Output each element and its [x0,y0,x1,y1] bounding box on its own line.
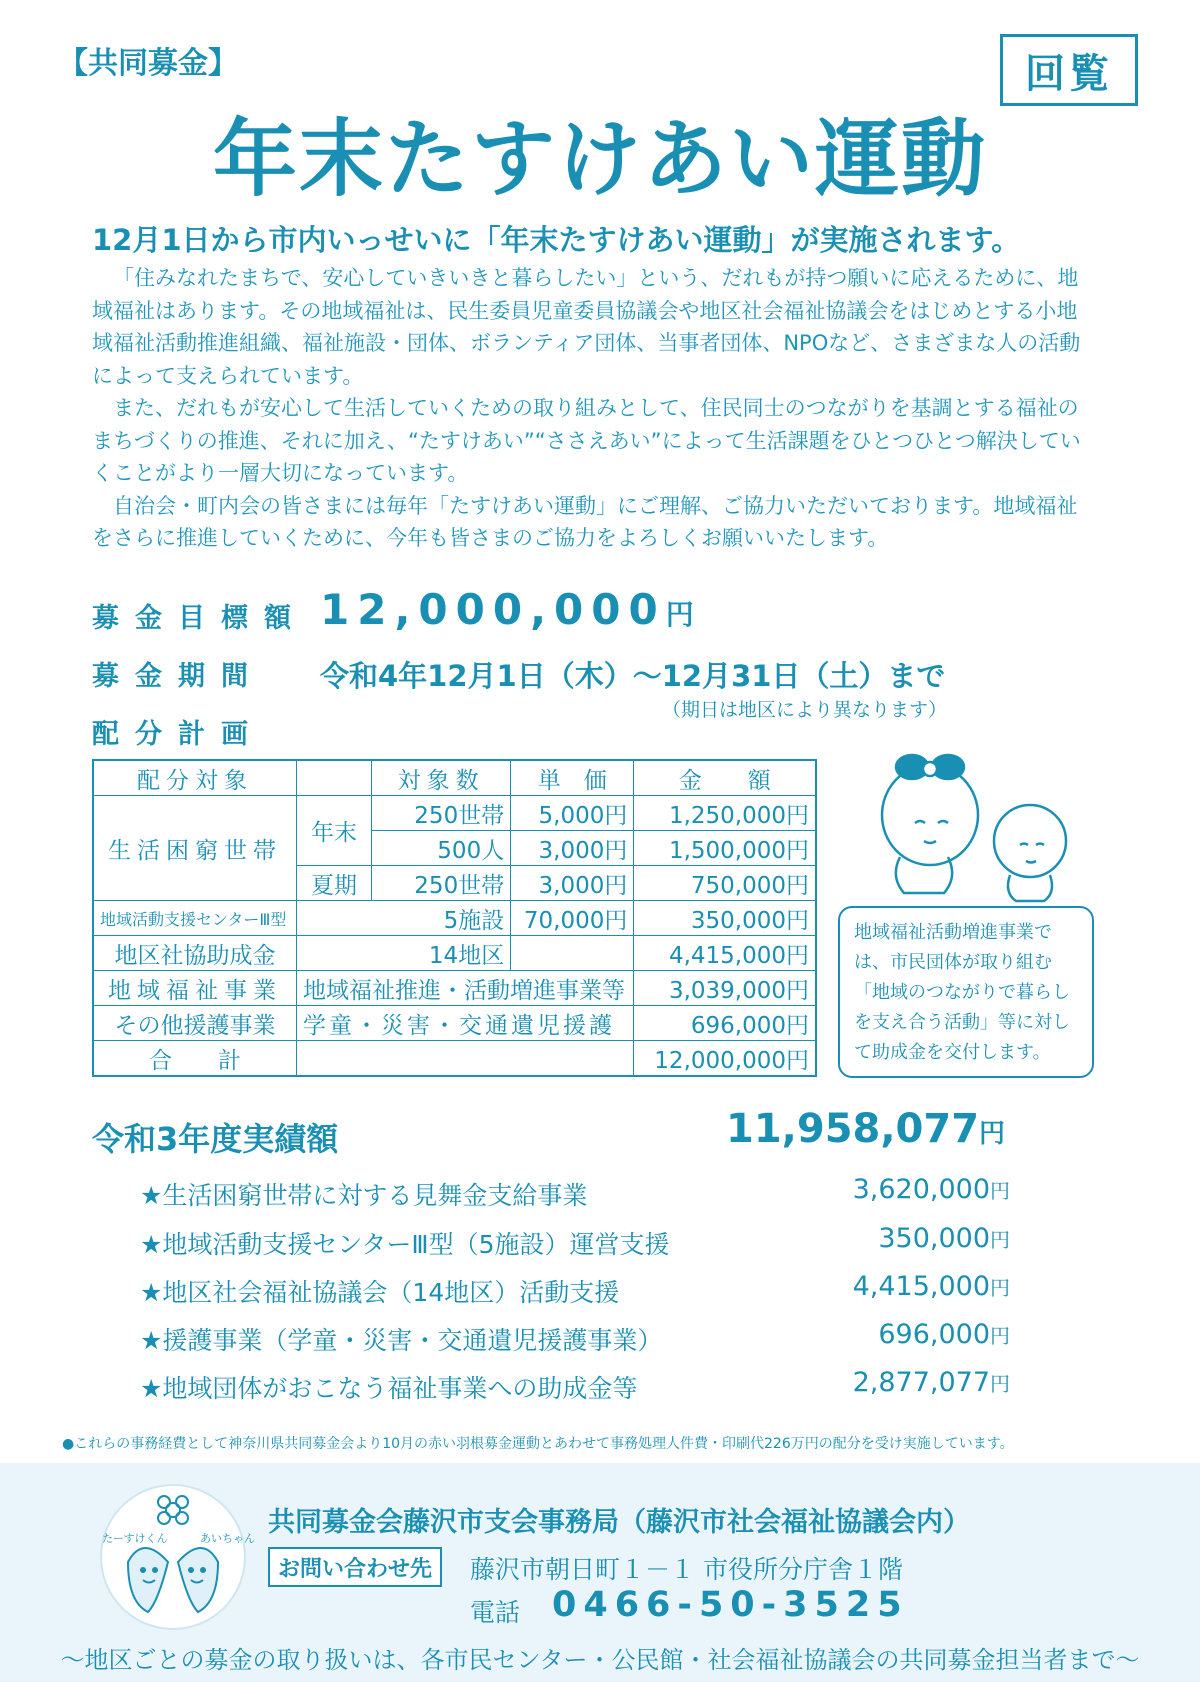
table-row [93,1006,816,1041]
total-amount: 12,000,000円 [634,1041,816,1077]
cell-unit: 3,000円 [511,866,634,901]
page-title: 年末たすけあい運動 [212,110,987,208]
result-amount [130,1319,1010,1350]
period-label: 募金期間 [92,661,264,692]
table-row [93,796,816,831]
header-target: 配分対象 [93,760,297,796]
result-amount-unit: 円 [990,1372,1010,1396]
office-address: 藤沢市朝日町１－１ 市役所分庁舎１階 [470,1555,903,1584]
result-item: ★地域団体がおこなう福祉事業への助成金等 [140,1374,638,1403]
intro-paragraph-2: また、だれもが安心して生活していくための取り組みとして、住民同士のつながりを基調とする福祉のまちづくりの推進、それに加え、“たすけあい”“ささえあい”によって生活課題をひとつひとつ解決していくことがより一層大切になっています。 [92,396,1081,485]
contact-label: お問い合わせ先 [268,1547,442,1587]
cell-amount: 696,000円 [634,1006,816,1041]
result-amount-value: 4,415,000 [852,1271,990,1302]
mascot-right-name: あいちゃん [200,1532,255,1545]
header-amount: 金 額 [634,760,816,796]
cell-description: 学童・災害・交通遺児援護 [297,1006,634,1041]
cell-amount: 1,250,000円 [634,796,816,831]
table-total-row [93,1041,816,1077]
result-amount [130,1367,1010,1398]
results-label: 令和3年度実績額 [92,1120,339,1158]
cell-count: 250世帯 [371,796,510,831]
row-sub-yearend: 年末 [297,796,372,866]
result-amount [130,1174,1010,1205]
cell-amount: 4,415,000円 [634,936,816,971]
cell-count: 250世帯 [371,866,510,901]
row-target-needy: 生活困窮世帯 [93,796,297,901]
cell-description: 地域福祉推進・活動増進事業等 [297,971,634,1006]
cell-amount: 3,039,000円 [634,971,816,1006]
plan-label: 配分計画 [92,719,264,750]
table-row [93,901,816,936]
results-total-unit: 円 [979,1119,1006,1149]
result-item: ★援護事業（学童・災害・交通遺児援護事業） [140,1326,663,1355]
header-unit-price: 単 価 [511,760,634,796]
row-sub-summer: 夏期 [297,866,372,901]
footnote: ●これらの事務経費として神奈川県共同募金会より10月の赤い羽根募金運動とあわせて事務処理人件費・印刷代226万円の配分を受け実施しています。 [62,1436,1014,1452]
result-item: ★生活困窮世帯に対する見舞金支給事業 [140,1181,588,1210]
result-amount-unit: 円 [990,1228,1010,1252]
row-target-welfare: 地域福祉事業 [93,971,297,1006]
row-target-center: 地域活動支援センターⅢ型 [93,901,297,936]
intro-body [92,262,1097,555]
result-amount-unit: 円 [990,1179,1010,1203]
cell-count: 14地区 [297,936,511,971]
lead-text: 12月1日から市内いっせいに「年末たすけあい運動」が実施されます。 [92,223,1021,257]
mascot-left-name: たーすけくん [102,1532,168,1545]
total-label: 合 計 [93,1041,297,1077]
result-amount-value: 3,620,000 [852,1174,990,1205]
result-item: ★地域活動支援センターⅢ型（5施設）運営支援 [140,1230,670,1259]
result-amount [130,1223,1010,1254]
total-blank [297,1041,634,1077]
tel-label: 電話 [470,1598,521,1627]
cell-unit [511,936,634,971]
result-item: ★地区社会福祉協議会（14地区）活動支援 [140,1278,620,1307]
cell-unit: 5,000円 [511,796,634,831]
result-amount-unit: 円 [990,1276,1010,1300]
goal-amount: 12,000,000 [320,585,666,634]
side-note-box: 地域福祉活動増進事業では、市民団体が取り組む「地域のつながりで暮らしを支え合う活動」等に対して助成金を交付します。 [838,906,1094,1078]
period-value: 令和4年12月1日（木）～12月31日（土）まで [320,659,946,693]
cell-unit: 70,000円 [511,901,634,936]
result-amount-value: 2,877,077 [852,1367,990,1398]
table-header-row [93,760,816,796]
cell-count: 500人 [371,831,510,866]
result-amount-unit: 円 [990,1324,1010,1348]
results-total [726,1106,1005,1152]
result-amount-value: 350,000 [878,1223,990,1254]
row-target-other: その他援護事業 [93,1006,297,1041]
period-note: （期日は地区により異なります） [662,699,948,721]
bottom-notice: ～地区ごとの募金の取り扱いは、各市民センター・公民館・社会福祉協議会の共同募金担当者まで～ [60,1646,1140,1674]
result-amount-value: 696,000 [878,1319,990,1350]
distribution-table [92,759,817,1077]
header-blank [297,760,372,796]
mascot-emblem [88,1482,258,1632]
cell-count: 5施設 [297,901,511,936]
goal-label: 募金目標額 [92,603,307,634]
tel-number: 0466-50-3525 [552,1585,909,1625]
cell-amount: 750,000円 [634,866,816,901]
table-row [93,971,816,1006]
category-tag: 【共同募金】 [58,46,238,81]
intro-paragraph-1: 「住みなれたまちで、安心していきいきと暮らしたい」という、だれもが持つ願いに応えるために、地域福祉はあります。その地域福祉は、民生委員児童委員協議会や地区社会福祉協議会をはじめとする小地域福祉活動推進組織、福祉施設・団体、ボランティア団体、当事者団体、NPOなど、さまざまな人の活動によって支えられています。 [92,266,1081,388]
cell-amount: 1,500,000円 [634,831,816,866]
office-name: 共同募金会藤沢市支会事務局（藤沢市社会福祉協議会内） [268,1507,970,1538]
goal-value [320,585,694,634]
cell-amount: 350,000円 [634,901,816,936]
mascot-illustration [860,745,1080,905]
header-count: 対象数 [371,760,510,796]
cell-unit: 3,000円 [511,831,634,866]
intro-paragraph-3: 自治会・町内会の皆さまには毎年「たすけあい運動」にご理解、ご協力いただいております。地域福祉をさらに推進していくために、今年も皆さまのご協力をよろしくお願いいたします。 [92,493,1078,550]
results-total-amount: 11,958,077 [726,1106,980,1152]
circulation-stamp: 回覧 [1000,34,1138,106]
goal-unit: 円 [665,598,694,631]
table-row [93,936,816,971]
result-amount [130,1271,1010,1302]
row-target-district: 地区社協助成金 [93,936,297,971]
